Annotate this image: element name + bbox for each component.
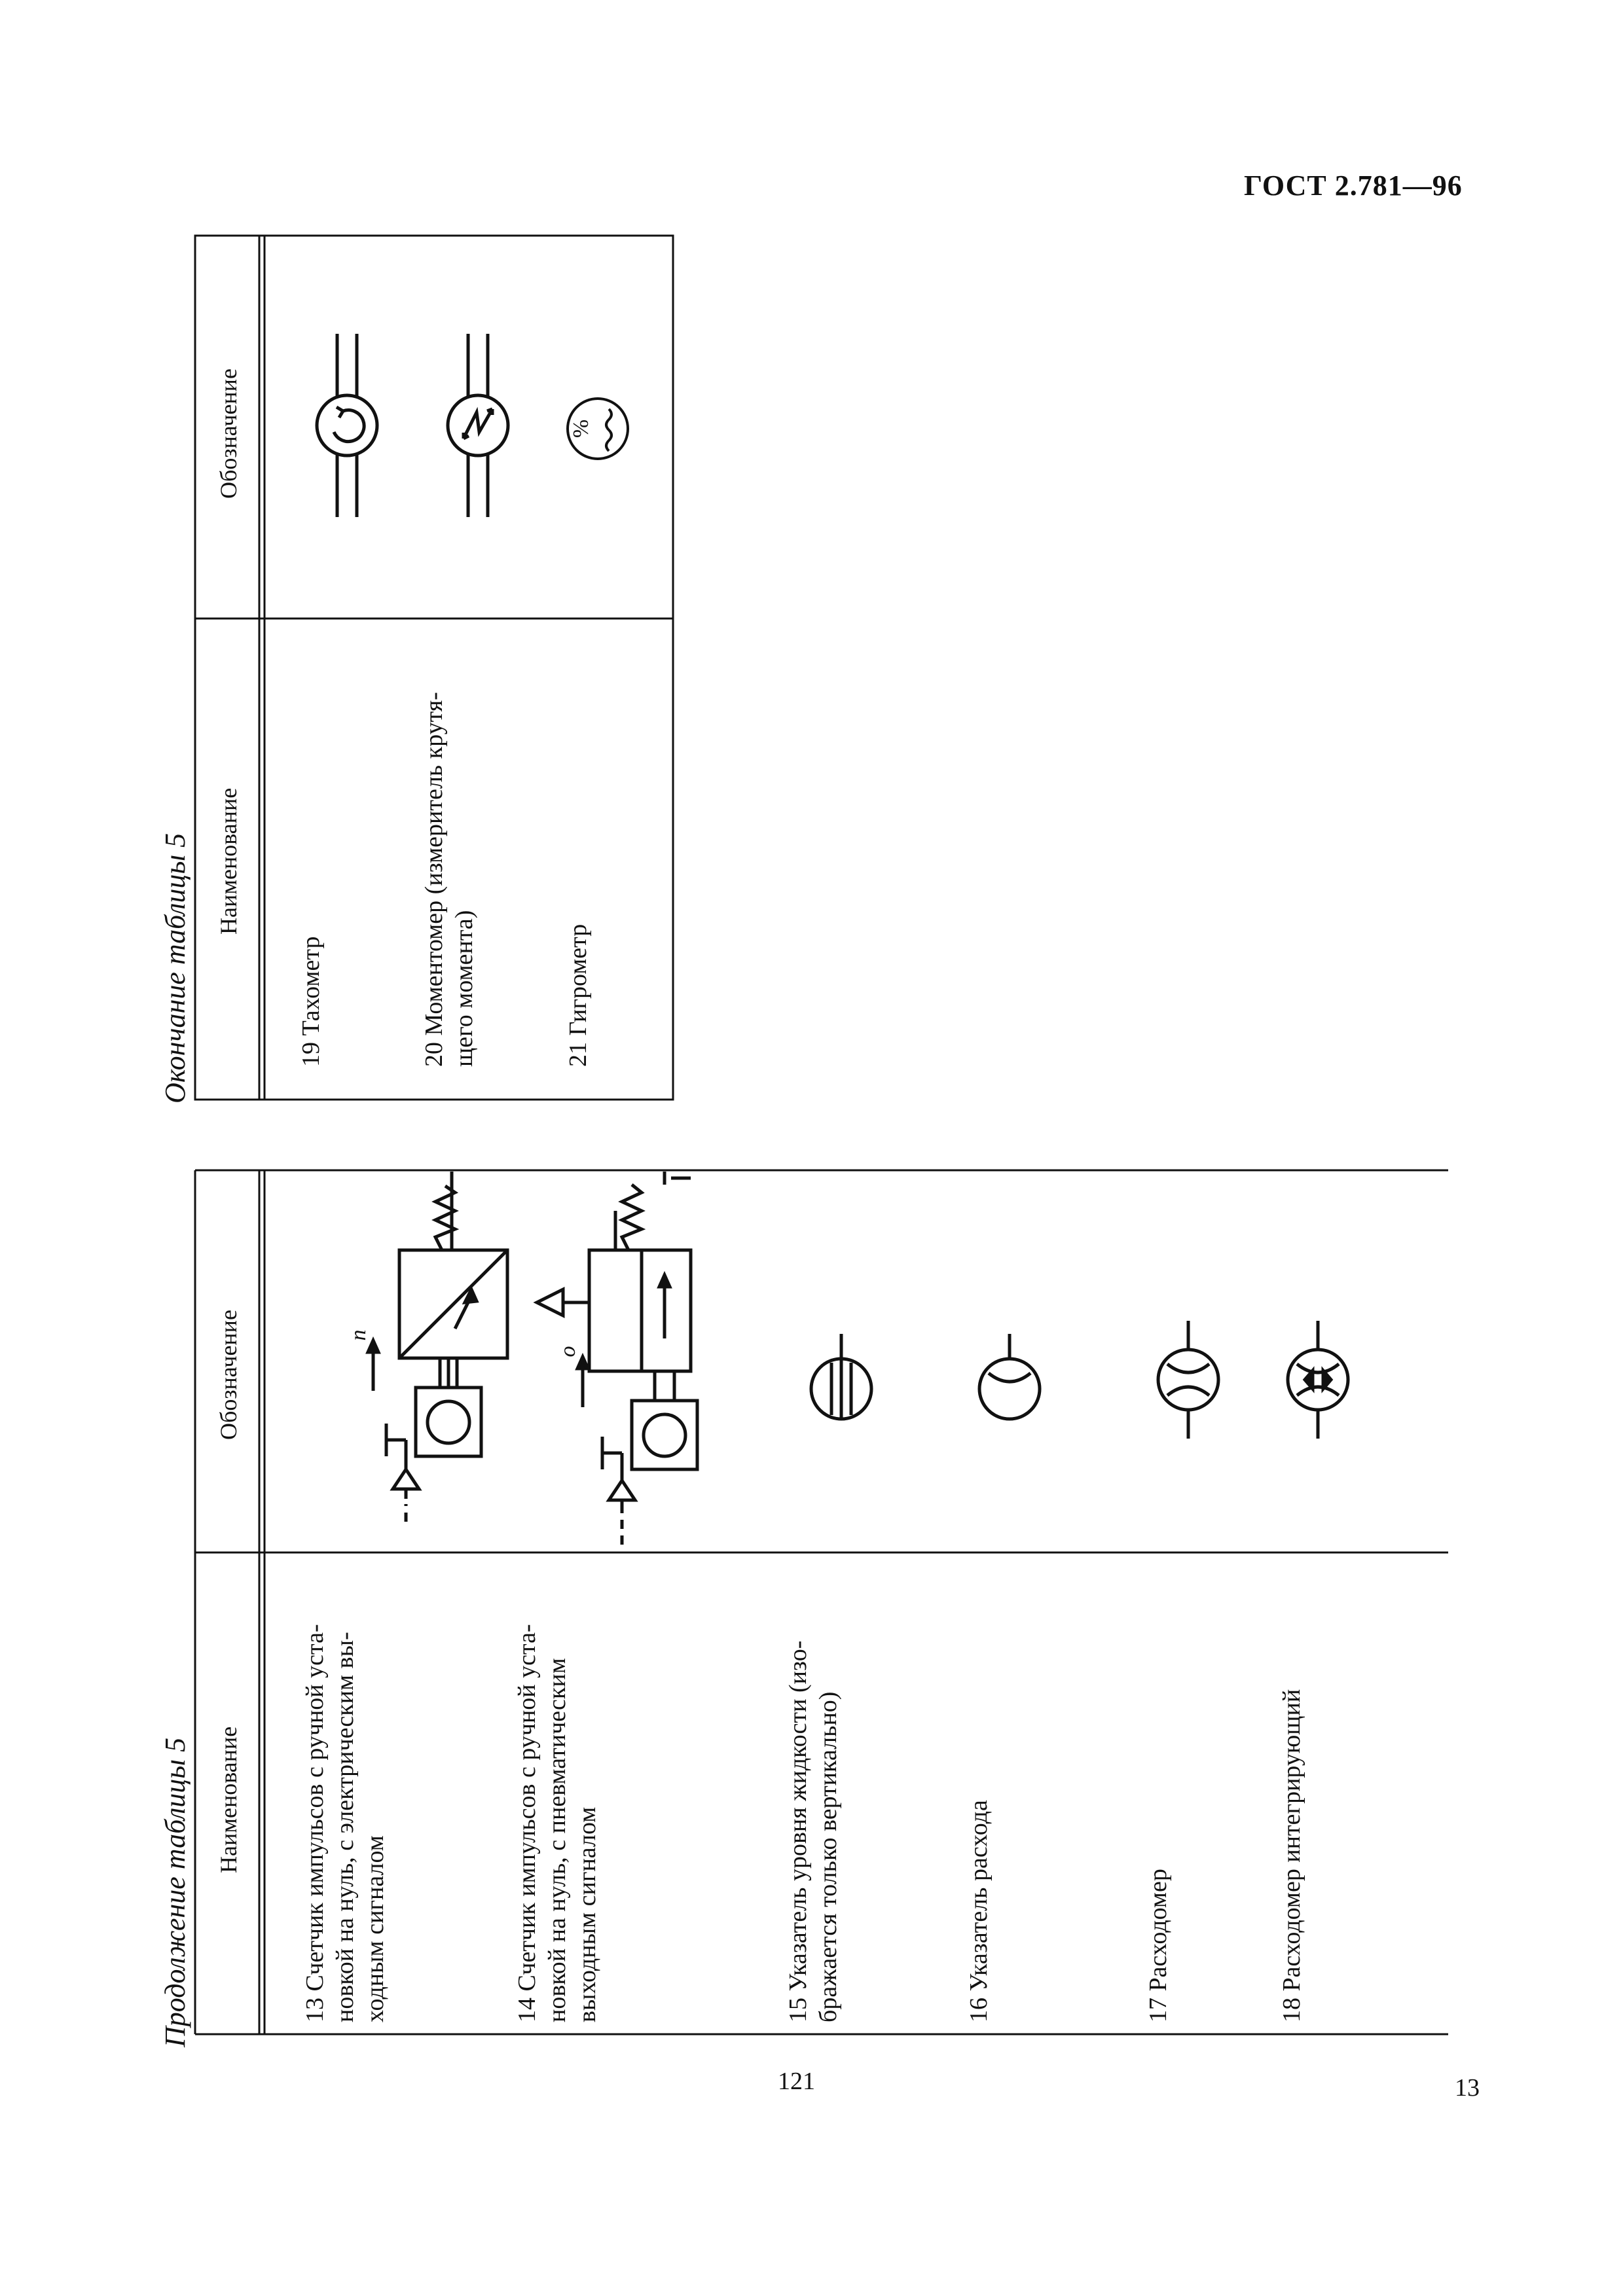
pulse-counter-pneumatic-output-symbol [524,1172,701,1551]
row-14-line-1: 14 Счетчик импульсов с ручной уста- [513,1624,541,2022]
row-13-line-2: новкой на нуль, с электрическим вы- [331,1632,359,2022]
row-20-line-1: 20 Моментомер (измеритель крутя- [420,692,448,1067]
row-15-line-1: 15 Указатель уровня жидкости (изо- [784,1640,812,2022]
table-continued-row-14-name [512,1624,602,2022]
table-end-header-name: Наименование [215,787,242,935]
counter-n-label: n [346,1329,371,1341]
table-continued-row-13-name [300,1624,390,2022]
row-14-line-3: выходным сигналом [574,1806,601,2022]
table-continued-row-17-name [1143,1869,1173,2022]
row-21-line-1: 21 Гигрометр [564,924,592,1067]
flow-indicator-symbol [970,1334,1049,1426]
page-number-inner: 121 [778,2068,815,2095]
row-18-line-1: 18 Расходомер интегрирующий [1278,1689,1305,2022]
row-13-line-1: 13 Счетчик импульсов с ручной уста- [301,1624,329,2022]
liquid-level-indicator-symbol [802,1334,881,1426]
row-14-line-2: новкой на нуль, с пневматическим [543,1658,571,2022]
row-19-line-1: 19 Тахометр [297,936,325,1067]
table-continued-row-15-name [783,1641,843,2022]
flowmeter-symbol [1149,1321,1228,1439]
integrating-flowmeter-symbol [1279,1321,1357,1439]
row-15-line-2: бражается только вертикально) [814,1691,842,2022]
caption-table-end: Окончание таблицы 5 [159,833,191,1103]
table-continued-row-16-name [964,1800,994,2022]
table-continued-header-symbol: Обозначение [215,1310,242,1440]
hygrometer-percent-label: % [569,419,593,439]
row-13-line-3: ходным сигналом [361,1835,389,2022]
pulse-counter-electric-output-symbol [308,1172,478,1545]
table-continued-row-18-name [1277,1689,1307,2022]
table-continued-header-name: Наименование [215,1726,242,1873]
row-17-line-1: 17 Расходомер [1144,1869,1172,2022]
table-end-header-symbol: Обозначение [215,368,242,499]
caption-table-continued: Продолжение таблицы 5 [159,1737,191,2047]
row-16-line-1: 16 Указатель расхода [965,1800,993,2022]
row-20-line-2: щего момента) [450,910,478,1067]
document-title: ГОСТ 2.781—96 [1244,170,1463,202]
page-number-outer: 13 [1455,2074,1480,2102]
counter-o-label: o [556,1346,580,1357]
